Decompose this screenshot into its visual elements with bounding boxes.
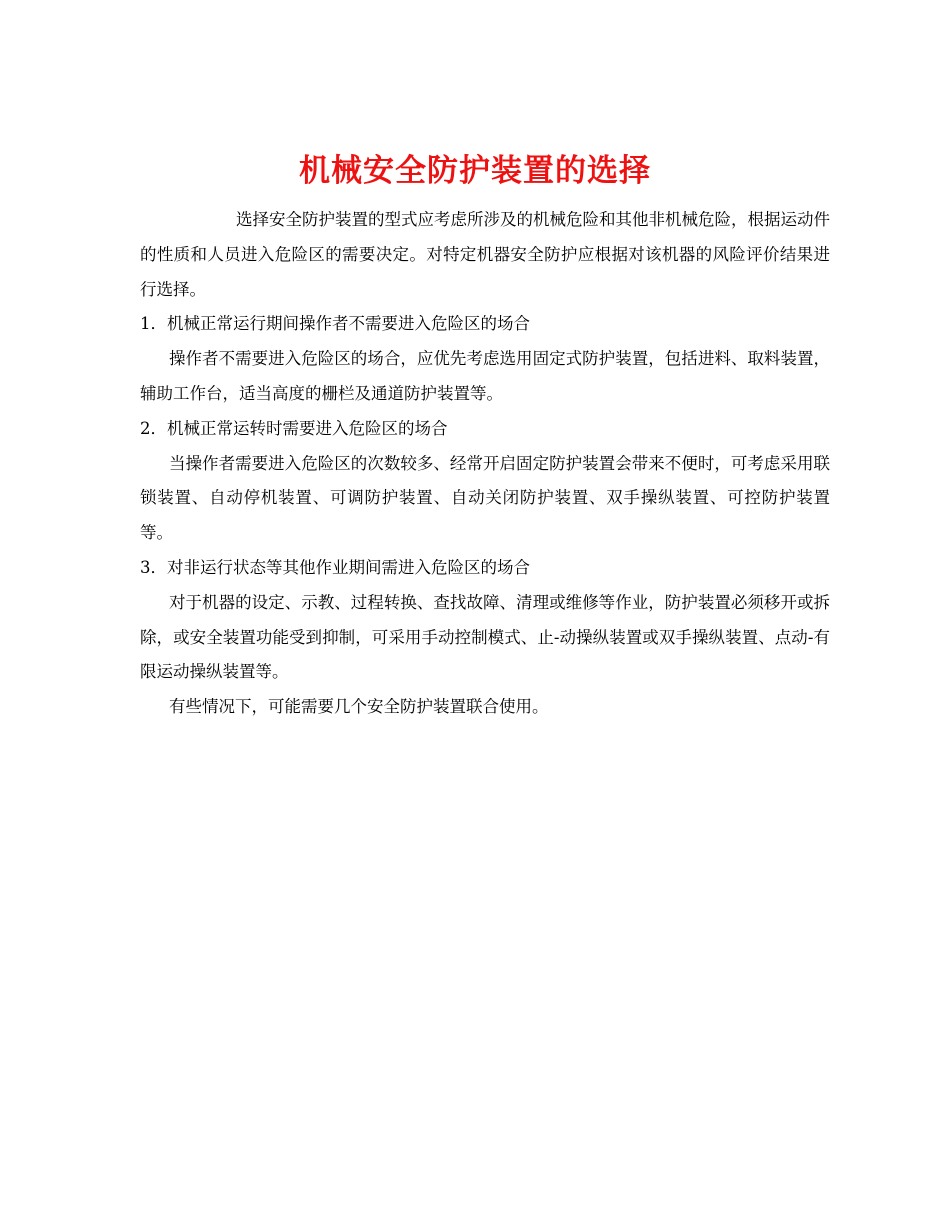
section-1-heading: 1．机械正常运行期间操作者不需要进入危险区的场合 (140, 314, 530, 334)
document-body (140, 203, 830, 725)
intro-paragraph: 选择安全防护装置的型式应考虑所涉及的机械危险和其他非机械危险，根据运动件的性质和人员进入危险区的需要决定。对特定机器安全防护应根据对该机器的风险评价结果进行选择。 (140, 210, 830, 299)
section-2-body: 当操作者需要进入危险区的次数较多、经常开启固定防护装置会带来不便时，可考虑采用联锁装置、自动停机装置、可调防护装置、自动关闭防护装置、双手操纵装置、可控防护装置等。 (140, 453, 830, 543)
closing-paragraph: 有些情况下，可能需要几个安全防护装置联合使用。 (169, 697, 549, 717)
document-title: 机械安全防护装置的选择 (299, 152, 651, 189)
section-1-body: 操作者不需要进入危险区的场合，应优先考虑选用固定式防护装置，包括进料、取料装置，辅助工作台，适当高度的栅栏及通道防护装置等。 (140, 349, 830, 403)
section-3-body: 对于机器的设定、示教、过程转换、查找故障、清理或维修等作业，防护装置必须移开或拆除，或安全装置功能受到抑制，可采用手动控制模式、止-动操纵装置或双手操纵装置、点动-有限运动操纵装置等。 (140, 592, 830, 682)
section-3-heading: 3．对非运行状态等其他作业期间需进入危险区的场合 (140, 557, 530, 577)
section-2-heading: 2．机械正常运转时需要进入危险区的场合 (140, 418, 448, 438)
